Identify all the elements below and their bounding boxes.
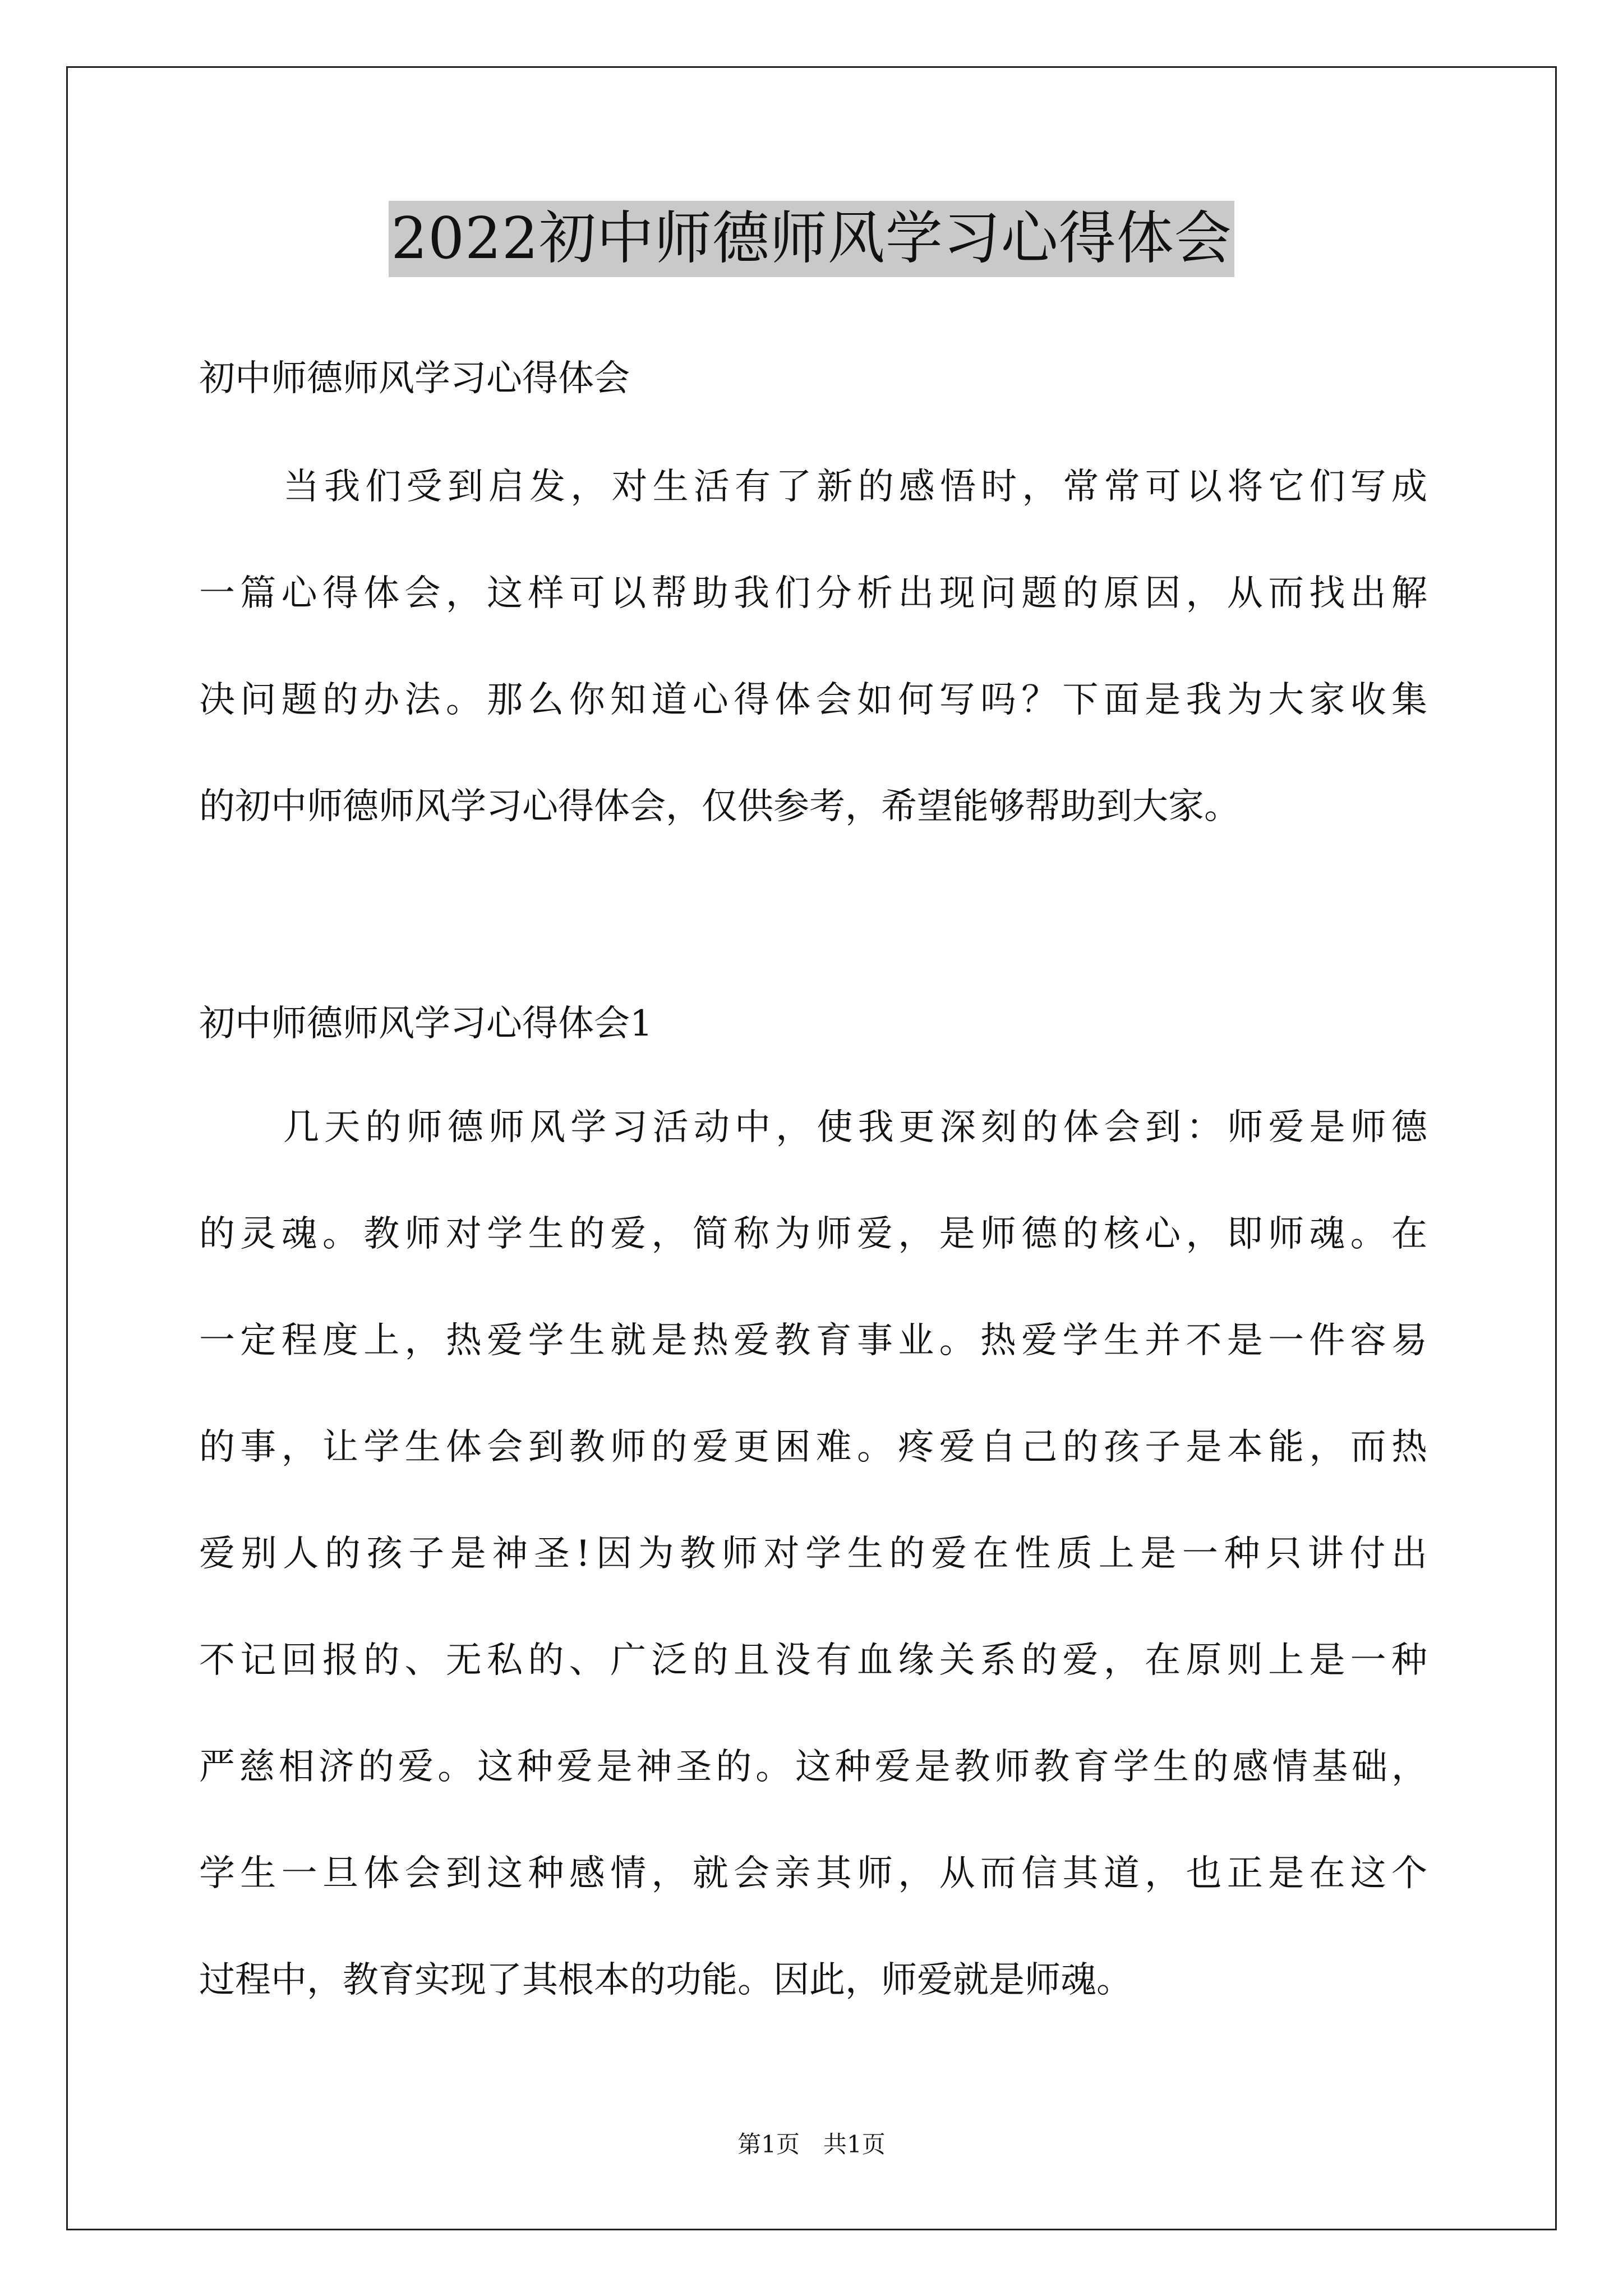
document-subtitle: 初中师德师风学习心得体会 [199, 358, 630, 399]
body-line-1: 几天的师德师风学习活动中，使我更深刻的体会到：师爱是师德 [283, 1107, 1427, 1148]
intro-line-2: 一篇心得体会，这样可以帮助我们分析出现问题的原因，从而找出解 [199, 573, 1427, 614]
intro-line-4: 的初中师德师风学习心得体会，仅供参考，希望能够帮助到大家。 [199, 786, 1240, 827]
title-container [0, 201, 1623, 277]
body-line-4: 的事，让学生体会到教师的爱更困难。疼爱自己的孩子是本能，而热 [199, 1427, 1427, 1468]
body-line-8: 学生一旦体会到这种感情，就会亲其师，从而信其道，也正是在这个 [199, 1853, 1427, 1894]
document-title: 2022初中师德师风学习心得体会 [389, 201, 1234, 277]
body-line-9: 过程中，教育实现了其根本的功能。因此，师爱就是师魂。 [199, 1959, 1132, 2001]
body-line-7: 严慈相济的爱。这种爱是神圣的。这种爱是教师教育学生的感情基础， [199, 1746, 1427, 1788]
intro-line-3: 决问题的办法。那么你知道心得体会如何写吗？下面是我为大家收集 [199, 679, 1427, 721]
body-line-3: 一定程度上，热爱学生就是热爱教育事业。热爱学生并不是一件容易 [199, 1320, 1427, 1361]
page-number-footer: 第1页 共1页 [737, 2131, 886, 2158]
intro-line-1: 当我们受到启发，对生活有了新的感悟时，常常可以将它们写成 [283, 466, 1427, 508]
body-line-2: 的灵魂。教师对学生的爱，简称为师爱，是师德的核心，即师魂。在 [199, 1213, 1427, 1255]
body-line-5: 爱别人的孩子是神圣!因为教师对学生的爱在性质上是一种只讲付出 [199, 1533, 1427, 1575]
section-heading: 初中师德师风学习心得体会1 [199, 1003, 653, 1045]
body-line-6: 不记回报的、无私的、广泛的且没有血缘关系的爱，在原则上是一种 [199, 1640, 1427, 1681]
